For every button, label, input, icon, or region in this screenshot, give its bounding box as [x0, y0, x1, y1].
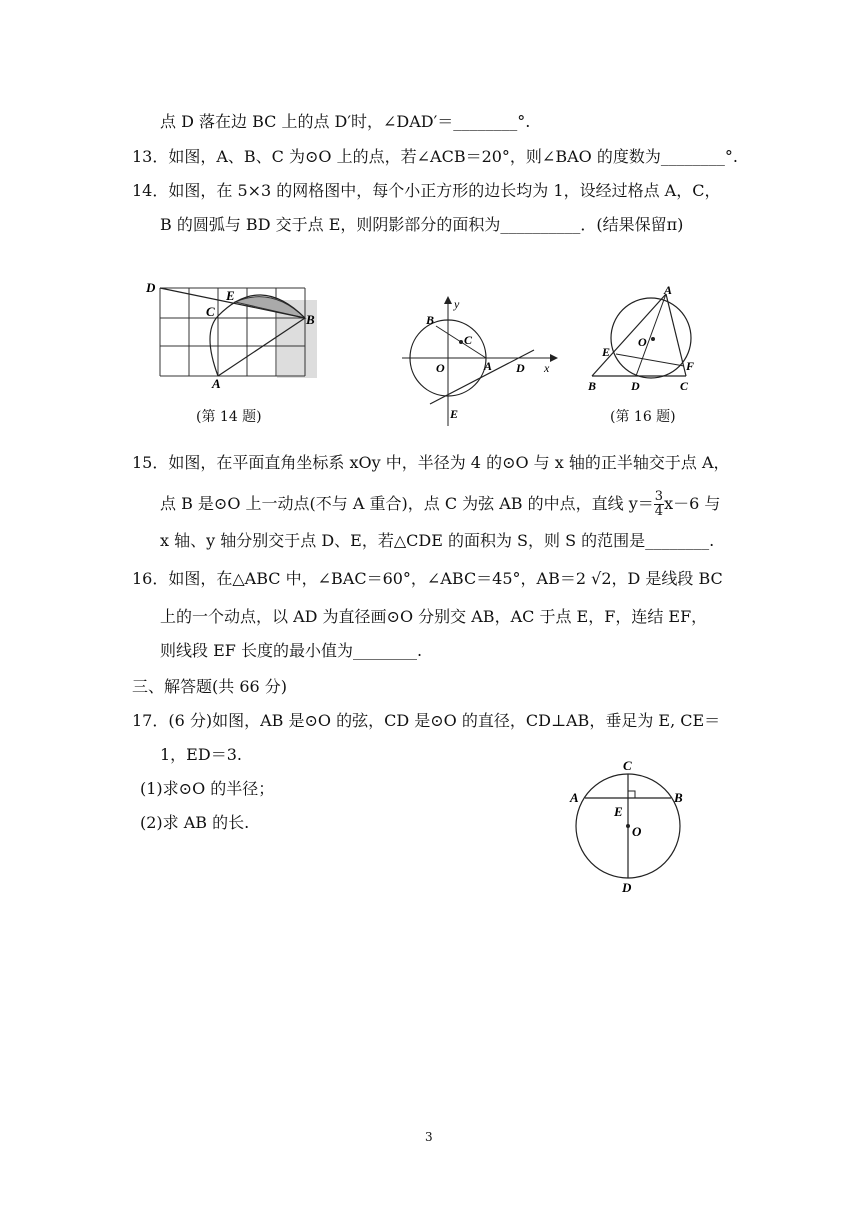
label-a: A [212, 376, 221, 391]
point-o [626, 824, 630, 828]
question-13: 13．如图，A、B、C 为⊙O 上的点，若∠ACB＝20°，则∠BAO 的度数为________°. [132, 147, 738, 166]
label-c: C [464, 333, 473, 347]
figure-14-caption: (第 14 题) [196, 409, 262, 425]
label-e: E [602, 345, 611, 359]
y-axis-arrow [444, 296, 452, 304]
label-b: B [674, 790, 683, 805]
fraction-denominator: 4 [654, 504, 664, 519]
q12-continuation: 点 D 落在边 BC 上的点 D′时，∠DAD′＝________°. [160, 112, 531, 131]
label-e: E [450, 407, 459, 421]
question-15-line1: 15．如图，在平面直角坐标系 xOy 中，半径为 4 的⊙O 与 x 轴的正半轴交于点 A， [132, 453, 730, 472]
question-14-line1: 14．如图，在 5×3 的网格图中，每个小正方形的边长均为 1，设经过格点 A，C， [132, 181, 721, 200]
question-15-line3: x 轴、y 轴分别交于点 D、E，若△CDE 的面积为 S，则 S 的范围是________. [160, 531, 715, 550]
label-o: O [436, 361, 445, 375]
q15-text-post: x－6 与 [664, 494, 721, 513]
label-d: D [516, 361, 525, 375]
fraction-numerator: 3 [654, 489, 664, 504]
label-b: B [306, 312, 315, 327]
label-o: O [638, 335, 647, 349]
question-17-line1: 17．(6 分)如图，AB 是⊙O 的弦，CD 是⊙O 的直径，CD⊥AB，垂足为 E, CE＝ [132, 711, 721, 730]
question-16-line2: 上的一个动点，以 AD 为直径画⊙O 分别交 AB，AC 于点 E，F，连结 EF， [160, 607, 708, 626]
question-17-part1: (1)求⊙O 的半径； [140, 779, 275, 798]
label-x: x [544, 361, 550, 375]
label-o: O [632, 824, 642, 839]
x-axis-arrow [550, 354, 558, 362]
label-b: B [426, 313, 435, 327]
figure-17 [566, 756, 696, 896]
right-angle-mark [628, 791, 635, 798]
label-d: D [146, 280, 156, 295]
label-e: E [614, 804, 623, 819]
label-d: D [631, 379, 640, 393]
figure-14 [140, 278, 330, 428]
segment-ef [616, 354, 684, 366]
figure-16 [582, 282, 712, 428]
label-e: E [226, 288, 235, 303]
page-number: 3 [425, 1130, 433, 1144]
question-17-line2: 1，ED＝3. [160, 745, 242, 764]
point-c [459, 340, 463, 344]
fraction-3-4 [654, 490, 664, 519]
label-c: C [206, 304, 215, 319]
figure-16-caption: (第 16 题) [610, 409, 676, 425]
label-y: y [454, 297, 460, 311]
label-f: F [686, 359, 695, 373]
q15-text-pre: 点 B 是⊙O 上一动点(不与 A 重合)，点 C 为弦 AB 的中点，直线 y＝ [160, 494, 654, 513]
figure-15 [392, 292, 562, 428]
label-a: A [664, 283, 673, 297]
label-b: B [588, 379, 597, 393]
question-16-line3: 则线段 EF 长度的最小值为________. [160, 641, 423, 660]
question-16-line1: 16．如图，在△ABC 中，∠BAC＝60°，∠ABC＝45°，AB＝2 √2，D 是线段 BC [132, 569, 723, 588]
label-d: D [622, 880, 632, 895]
label-a: A [484, 359, 493, 373]
question-17-part2: (2)求 AB 的长. [140, 813, 250, 832]
question-14-line2: B 的圆弧与 BD 交于点 E，则阴影部分的面积为__________．(结果保留π) [160, 215, 684, 234]
question-15-line2 [160, 490, 720, 519]
point-o [651, 337, 655, 341]
label-a: A [570, 790, 579, 805]
label-c: C [680, 379, 689, 393]
label-c: C [623, 758, 632, 773]
side-ab [592, 294, 666, 376]
section-3-heading: 三、解答题(共 66 分) [132, 677, 288, 696]
figure-17-diagram [566, 756, 696, 896]
figure-15-diagram [392, 292, 562, 428]
